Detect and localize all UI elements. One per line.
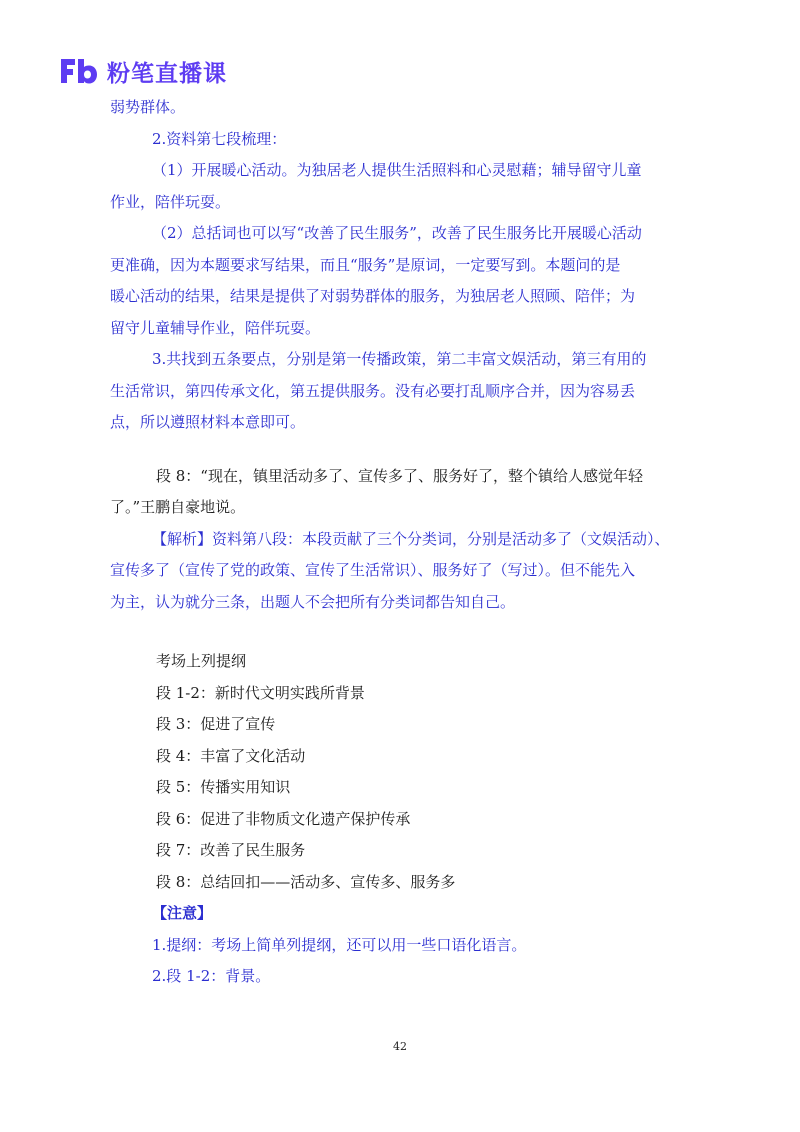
analysis-line: 为主，认为就分三条，出题人不会把所有分类词都告知自己。 [110, 592, 516, 611]
text-line: 点，所以遵照材料本意即可。 [110, 413, 306, 431]
page-header [57, 53, 227, 89]
text-line: 弱势群体。 [110, 98, 186, 116]
analysis-line: 【解析】资料第八段：本段贡献了三个分类词，分别是活动多了（文娱活动）、 [152, 529, 670, 548]
outline-item: 段 6：促进了非物质文化遗产保护传承 [156, 809, 411, 828]
note-line: 2.段 1-2：背景。 [152, 967, 271, 985]
page-number: 42 [393, 1040, 407, 1053]
spacer [110, 439, 700, 461]
outline-item: 段 4：丰富了文化活动 [156, 746, 306, 765]
outline-item: 段 1-2：新时代文明实践所背景 [156, 683, 365, 702]
text-line: 生活常识，第四传承文化，第五提供服务。没有必要打乱顺序合并，因为容易丢 [110, 381, 636, 400]
outline-item: 段 5：传播实用知识 [156, 778, 291, 796]
text-line: 更准确，因为本题要求写结果，而且“服务”是原词，一定要写到。本题问的是 [110, 255, 621, 274]
note-label: 【注意】 [152, 904, 213, 922]
brand-name: 粉笔直播课 [107, 60, 227, 87]
outline-item: 段 8：总结回扣——活动多、宣传多、服务多 [156, 872, 456, 891]
material-line: 段 8：“现在，镇里活动多了、宣传多了、服务好了，整个镇给人感觉年轻 [156, 466, 643, 485]
material-line: 了。”王鹏自豪地说。 [110, 498, 246, 516]
spacer [110, 618, 700, 646]
text-line: 3.共找到五条要点，分别是第一传播政策，第二丰富文娱活动，第三有用的 [152, 350, 647, 368]
text-line: （2）总括词也可以写“改善了民生服务”，改善了民生服务比开展暖心活动 [152, 224, 642, 242]
text-line: 留守儿童辅导作业，陪伴玩耍。 [110, 318, 321, 337]
outline-item: 段 3：促进了宣传 [156, 715, 276, 733]
text-line: 暖心活动的结果，结果是提供了对弱势群体的服务，为独居老人照顾、陪伴；为 [110, 287, 636, 305]
document-body [110, 92, 700, 993]
note-line: 1.提纲：考场上简单列提纲，还可以用一些口语化语言。 [152, 935, 527, 954]
text-line: 作业，陪伴玩耍。 [110, 192, 231, 211]
fb-logo-icon [57, 56, 99, 86]
text-line: 2.资料第七段梳理： [152, 129, 287, 148]
outline-item: 段 7：改善了民生服务 [156, 841, 306, 859]
text-line: （1）开展暖心活动。为独居老人提供生活照料和心灵慰藉；辅导留守儿童 [152, 161, 642, 179]
outline-title: 考场上列提纲 [156, 652, 247, 670]
analysis-line: 宣传多了（宣传了党的政策、宣传了生活常识）、服务好了（写过）。但不能先入 [110, 561, 636, 579]
